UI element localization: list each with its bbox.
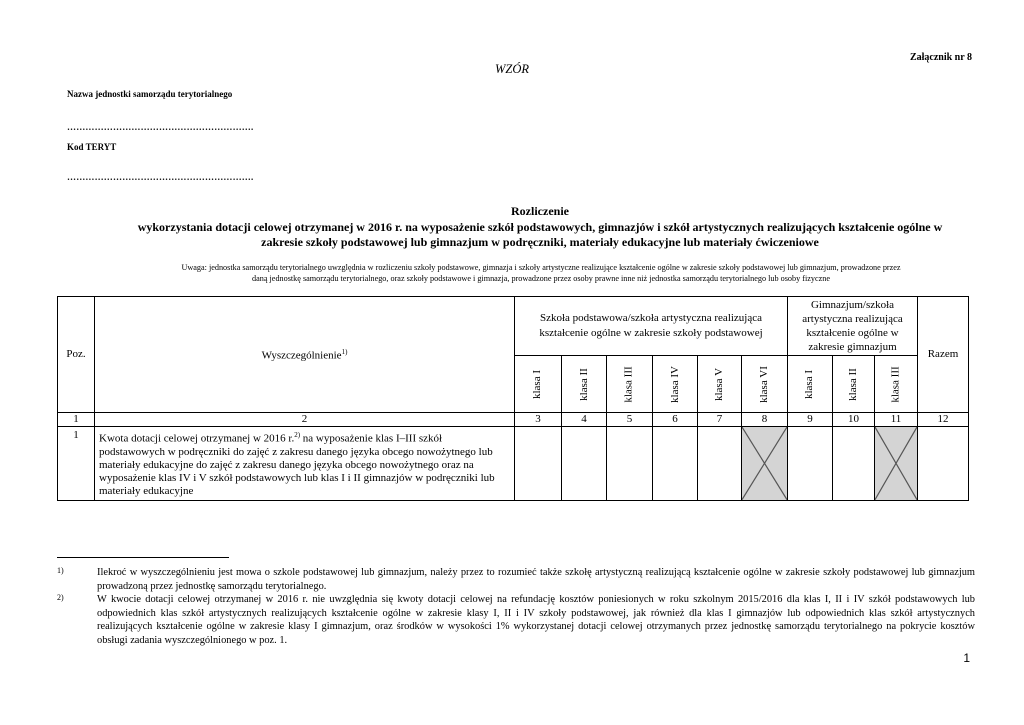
unit-name-label: Nazwa jednostki samorządu terytorialnego <box>67 89 233 99</box>
row-poz: 1 <box>58 427 95 501</box>
input-primary-class-2[interactable] <box>562 427 607 501</box>
input-primary-class-4[interactable] <box>653 427 698 501</box>
column-number: 9 <box>788 413 833 427</box>
header-description: Wyszczególnienie$^{1)}$ <box>95 297 515 413</box>
footnote-number: 1) <box>57 566 64 575</box>
header-gim-class-2: klasa II <box>833 356 875 413</box>
teryt-field: ……………………………………………………. <box>67 172 254 182</box>
column-number: 7 <box>698 413 742 427</box>
blocked-cell-primary-class-6 <box>742 427 788 501</box>
template-label: WZÓR <box>494 62 530 76</box>
title-line-3: zakresie szkoły podstawowej lub gimnazjum w podręczniki, materiały edukacyjne lub materiały ćwiczeniowe <box>261 235 819 249</box>
input-gim-class-1[interactable] <box>788 427 833 501</box>
footnote-text: W kwocie dotacji celowej otrzymanej w 2016 r. nie uwzględnia się kwoty dotacji celowej na refundację kosztów poniesionych w roku szkolnym 2015/2016 dla klas I, II i IV szkół podstawowych lub odpowiednich klas szkół artystycznych realizujących kształcenie ogólne w zakresie klasy I, II i IV szkoły podstawowej, jak również dla klas I gimnazjów lub odpowiednich klas szkół artystycznych realizujących kształcenie ogólne w zakresie klasy I gimnazjum, oraz środków w wysokości 1% wykorzystanej dotacji celowej otrzymanych przez jednostkę samorządu terytorialnego na pokrycie kosztów obsługi zadania wyszczególnionego w poz. 1. <box>97 594 975 646</box>
settlement-table <box>57 296 969 501</box>
table-row <box>58 427 969 501</box>
column-number: 12 <box>918 413 969 427</box>
blocked-cell-gim-class-3 <box>875 427 918 501</box>
input-primary-class-1[interactable] <box>515 427 562 501</box>
column-number: 8 <box>742 413 788 427</box>
footnote-number: 2) <box>57 593 64 602</box>
row-description: Kwota dotacji celowej otrzymanej w 2016 r.$^{2)}$ na wyposażenie klas I–III szkół podstawowych w podręczniki do zajęć z zakresu danego języka obcego nowożytnego lub materiały edukacyjne do zajęć z zakresu danego języka obcego nowożytnego oraz na wyposażenie klas IV i V szkół podstawowych lub klas I i II gimnazjów w podręczniki lub materiały edukacyjne <box>95 427 515 501</box>
input-gim-class-2[interactable] <box>833 427 875 501</box>
header-primary-class-2: klasa II <box>562 356 607 413</box>
column-number: 3 <box>515 413 562 427</box>
unit-name-field: ……………………………………………………. <box>67 122 254 132</box>
title-line-2: wykorzystania dotacji celowej otrzymanej w 2016 r. na wyposażenie szkół podstawowych, gimnazjów i szkół artystycznych realizujących kształcenie ogólne w <box>137 219 943 234</box>
footnote-separator <box>57 557 229 558</box>
header-primary-class-1: klasa I <box>515 356 562 413</box>
column-number: 5 <box>607 413 653 427</box>
header-total: Razem <box>918 297 969 413</box>
footnote-text: Ilekroć w wyszczególnieniu jest mowa o szkole podstawowej lub gimnazjum, należy przez to rozumieć także szkołę artystyczną realizującą kształcenie ogólne w zakresie szkoły podstawowej lub gimnazjum prowadzoną przez jednostkę samorządu terytorialnego. <box>97 567 975 592</box>
page-number: 1 <box>963 651 970 665</box>
header-gim-class-1: klasa I <box>788 356 833 413</box>
note <box>110 262 972 284</box>
note-line-2: daną jednostkę samorządu terytorialnego, oraz szkoły podstawowe i gimnazja, prowadzone przez osoby prawne inne niż jednostka samorządu terytorialnego lub osoby fizyczne <box>252 274 830 283</box>
header-gim-class-3: klasa III <box>875 356 918 413</box>
column-number: 10 <box>833 413 875 427</box>
document-title <box>100 204 980 251</box>
input-primary-class-5[interactable] <box>698 427 742 501</box>
column-number: 11 <box>875 413 918 427</box>
column-number: 6 <box>653 413 698 427</box>
attachment-number: Załącznik nr 8 <box>909 52 972 63</box>
footnote-2 <box>57 593 975 647</box>
header-poz: Poz. <box>58 297 95 413</box>
footnote-1 <box>57 566 975 593</box>
header-gimnazjum: Gimnazjum/szkoła artystyczna realizująca kształcenie ogólne w zakresie gimnazjum <box>788 297 918 356</box>
teryt-label: Kod TERYT <box>67 142 117 152</box>
column-number: 4 <box>562 413 607 427</box>
column-number-row <box>58 413 969 427</box>
input-total[interactable] <box>918 427 969 501</box>
header-primary-class-5: klasa V <box>698 356 742 413</box>
column-number: 1 <box>58 413 95 427</box>
title-line-1: Rozliczenie <box>511 204 569 218</box>
note-line-1: Uwaga: jednostka samorządu terytorialnego uwzględnia w rozliczeniu szkoły podstawowe, gimnazja i szkoły artystyczne realizujące kształcenie ogólne w zakresie szkoły podstawowej lub gimnazjum, prowadzone przez <box>181 263 901 272</box>
header-primary-school: Szkoła podstawowa/szkoła artystyczna realizująca kształcenie ogólne w zakresie szkoły podstawowej <box>515 297 788 356</box>
header-primary-class-3: klasa III <box>607 356 653 413</box>
header-primary-class-4: klasa IV <box>653 356 698 413</box>
input-primary-class-3[interactable] <box>607 427 653 501</box>
column-number: 2 <box>95 413 515 427</box>
header-primary-class-6: klasa VI <box>742 356 788 413</box>
